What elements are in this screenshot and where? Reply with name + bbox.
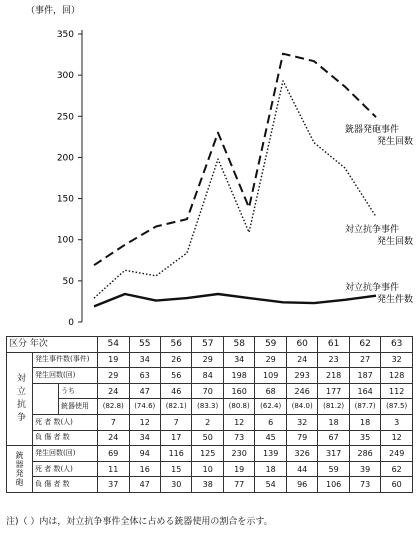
table-cell: 18 (255, 461, 286, 477)
year-header-cell: 55 (129, 337, 160, 353)
table-corner-cell: 区分 年次 (7, 337, 98, 353)
series-label: 発生回数 (376, 137, 414, 147)
y-tick-label: 200 (56, 153, 74, 164)
table-cell: 29 (192, 352, 223, 368)
year-header-cell: 57 (192, 337, 223, 353)
table-cell: 3 (381, 414, 413, 430)
y-tick-label: 250 (56, 112, 74, 123)
table-cell: 34 (223, 352, 254, 368)
table-cell: 246 (286, 383, 317, 399)
table-cell: 37 (98, 477, 129, 493)
table-row (7, 352, 413, 368)
series-label: 対立抗争事件 (344, 225, 400, 235)
table-cell: 70 (192, 383, 223, 399)
year-header-cell: 60 (286, 337, 317, 353)
year-header-cell: 59 (255, 337, 286, 353)
table-cell: 26 (160, 352, 191, 368)
table-cell: 47 (129, 477, 160, 493)
y-tick-label: 50 (62, 276, 74, 287)
table-cell: 7 (160, 414, 191, 430)
series-line-3 (94, 294, 376, 306)
y-tick-label: 300 (56, 71, 74, 82)
table-cell: 125 (192, 446, 223, 462)
table-cell: 24 (286, 352, 317, 368)
table-cell: 56 (160, 368, 191, 384)
table-cell: 218 (318, 368, 349, 384)
table-cell: 45 (255, 430, 286, 446)
table-cell: 68 (255, 383, 286, 399)
table-cell: 17 (160, 430, 191, 446)
row-label: 負 傷 者 数 (33, 477, 98, 493)
table-cell: 62 (381, 461, 413, 477)
y-tick-label: 0 (68, 318, 74, 328)
table-cell: (81.2) (318, 399, 349, 415)
footnote: 注)（ ）内は，対立抗争事件全体に占める銃器使用の割合を示す。 (6, 517, 273, 527)
table-row (7, 461, 413, 477)
table-cell: (87.7) (349, 399, 380, 415)
table-cell: 12 (223, 414, 254, 430)
table-cell: 198 (223, 368, 254, 384)
row-label: うち (59, 383, 98, 399)
table-cell: (82.1) (160, 399, 191, 415)
table-cell: 112 (381, 383, 413, 399)
table-cell: 128 (381, 368, 413, 384)
table-cell: 317 (318, 446, 349, 462)
blank-cell (33, 383, 59, 414)
table-row (7, 414, 413, 430)
year-header-cell: 56 (160, 337, 191, 353)
table-cell: (87.5) (381, 399, 413, 415)
table-cell: 286 (349, 446, 380, 462)
table-cell: (84.0) (286, 399, 317, 415)
row-label: 死 者 数(人) (33, 461, 98, 477)
table-cell: 12 (381, 430, 413, 446)
table-cell: 60 (381, 477, 413, 493)
table-cell: 7 (98, 414, 129, 430)
row-label: 銃器使用 (59, 399, 98, 415)
table-cell: 187 (349, 368, 380, 384)
year-header-cell: 61 (318, 337, 349, 353)
table-cell: 47 (129, 383, 160, 399)
table-cell: 29 (98, 368, 129, 384)
table-cell: 326 (286, 446, 317, 462)
table-cell: 24 (98, 430, 129, 446)
table-cell: 15 (160, 461, 191, 477)
table-cell: 32 (381, 352, 413, 368)
y-tick-label: 350 (56, 30, 74, 40)
table-cell: 293 (286, 368, 317, 384)
table-row (7, 383, 413, 399)
table-cell: (80.8) (223, 399, 254, 415)
table-cell: 96 (286, 477, 317, 493)
table-cell: 19 (98, 352, 129, 368)
table-cell: 39 (349, 461, 380, 477)
table-cell: 18 (318, 414, 349, 430)
table-cell: 11 (98, 461, 129, 477)
table-cell: 67 (318, 430, 349, 446)
series-label: 対立抗争事件 (344, 283, 400, 293)
series-label: 発生件数 (376, 295, 414, 305)
table-cell: 35 (349, 430, 380, 446)
table-cell: 44 (286, 461, 317, 477)
year-header-cell: 54 (98, 337, 129, 353)
table-cell: 34 (129, 352, 160, 368)
table-cell: 160 (223, 383, 254, 399)
table-cell: 164 (349, 383, 380, 399)
table-cell: (74.6) (129, 399, 160, 415)
table-cell: 73 (349, 477, 380, 493)
table-cell: 54 (255, 477, 286, 493)
table-row (7, 477, 413, 493)
table-cell: (83.3) (192, 399, 223, 415)
table-cell: 30 (160, 477, 191, 493)
table-cell: 46 (160, 383, 191, 399)
table-cell: 139 (255, 446, 286, 462)
table-cell: 109 (255, 368, 286, 384)
table-cell: 116 (160, 446, 191, 462)
table-cell: 38 (192, 477, 223, 493)
group-label-taiko: 対立抗争 (7, 352, 33, 446)
table-cell: 34 (129, 430, 160, 446)
table-cell: 29 (255, 352, 286, 368)
group-label-juki: 銃器発砲 (7, 446, 33, 493)
table-cell: 73 (223, 430, 254, 446)
table-row (7, 399, 413, 415)
table-cell: 94 (129, 446, 160, 462)
table-cell: 2 (192, 414, 223, 430)
table-cell: 249 (381, 446, 413, 462)
table-cell: 50 (192, 430, 223, 446)
table-cell: 10 (192, 461, 223, 477)
table-cell: 177 (318, 383, 349, 399)
table-cell: 16 (129, 461, 160, 477)
y-unit-label: （事件，回） (26, 6, 81, 16)
table-cell: 24 (98, 383, 129, 399)
year-header-cell: 63 (381, 337, 413, 353)
table-cell: 77 (223, 477, 254, 493)
y-tick-label: 100 (56, 235, 74, 246)
table-cell: 19 (223, 461, 254, 477)
table-cell: 23 (318, 352, 349, 368)
series-line-2 (94, 81, 376, 298)
y-tick-label: 150 (56, 194, 74, 205)
series-label: 発生回数 (376, 237, 414, 247)
table-cell: 106 (318, 477, 349, 493)
table-row (7, 368, 413, 384)
row-label: 負 傷 者 数 (33, 430, 98, 446)
table-row (7, 430, 413, 446)
table-row (7, 446, 413, 462)
row-label: 発生回数(回) (33, 368, 98, 384)
table-cell: 18 (349, 414, 380, 430)
year-header-cell: 62 (349, 337, 380, 353)
table-cell: 69 (98, 446, 129, 462)
row-label: 発生事件数(事件) (33, 352, 98, 368)
table-cell: 32 (286, 414, 317, 430)
table-cell: 59 (318, 461, 349, 477)
series-label: 銃器発砲事件 (344, 125, 400, 135)
table-cell: 63 (129, 368, 160, 384)
row-label: 発生回数(回) (33, 446, 98, 462)
table-cell: 27 (349, 352, 380, 368)
table-cell: 79 (286, 430, 317, 446)
table-cell: 84 (192, 368, 223, 384)
year-header-cell: 58 (223, 337, 254, 353)
table-cell: (62.4) (255, 399, 286, 415)
table-cell: (82.8) (98, 399, 129, 415)
table-cell: 12 (129, 414, 160, 430)
row-label: 死 者 数(人) (33, 414, 98, 430)
table-header-row (7, 337, 413, 353)
data-table (6, 336, 413, 493)
table-cell: 230 (223, 446, 254, 462)
table-cell: 6 (255, 414, 286, 430)
